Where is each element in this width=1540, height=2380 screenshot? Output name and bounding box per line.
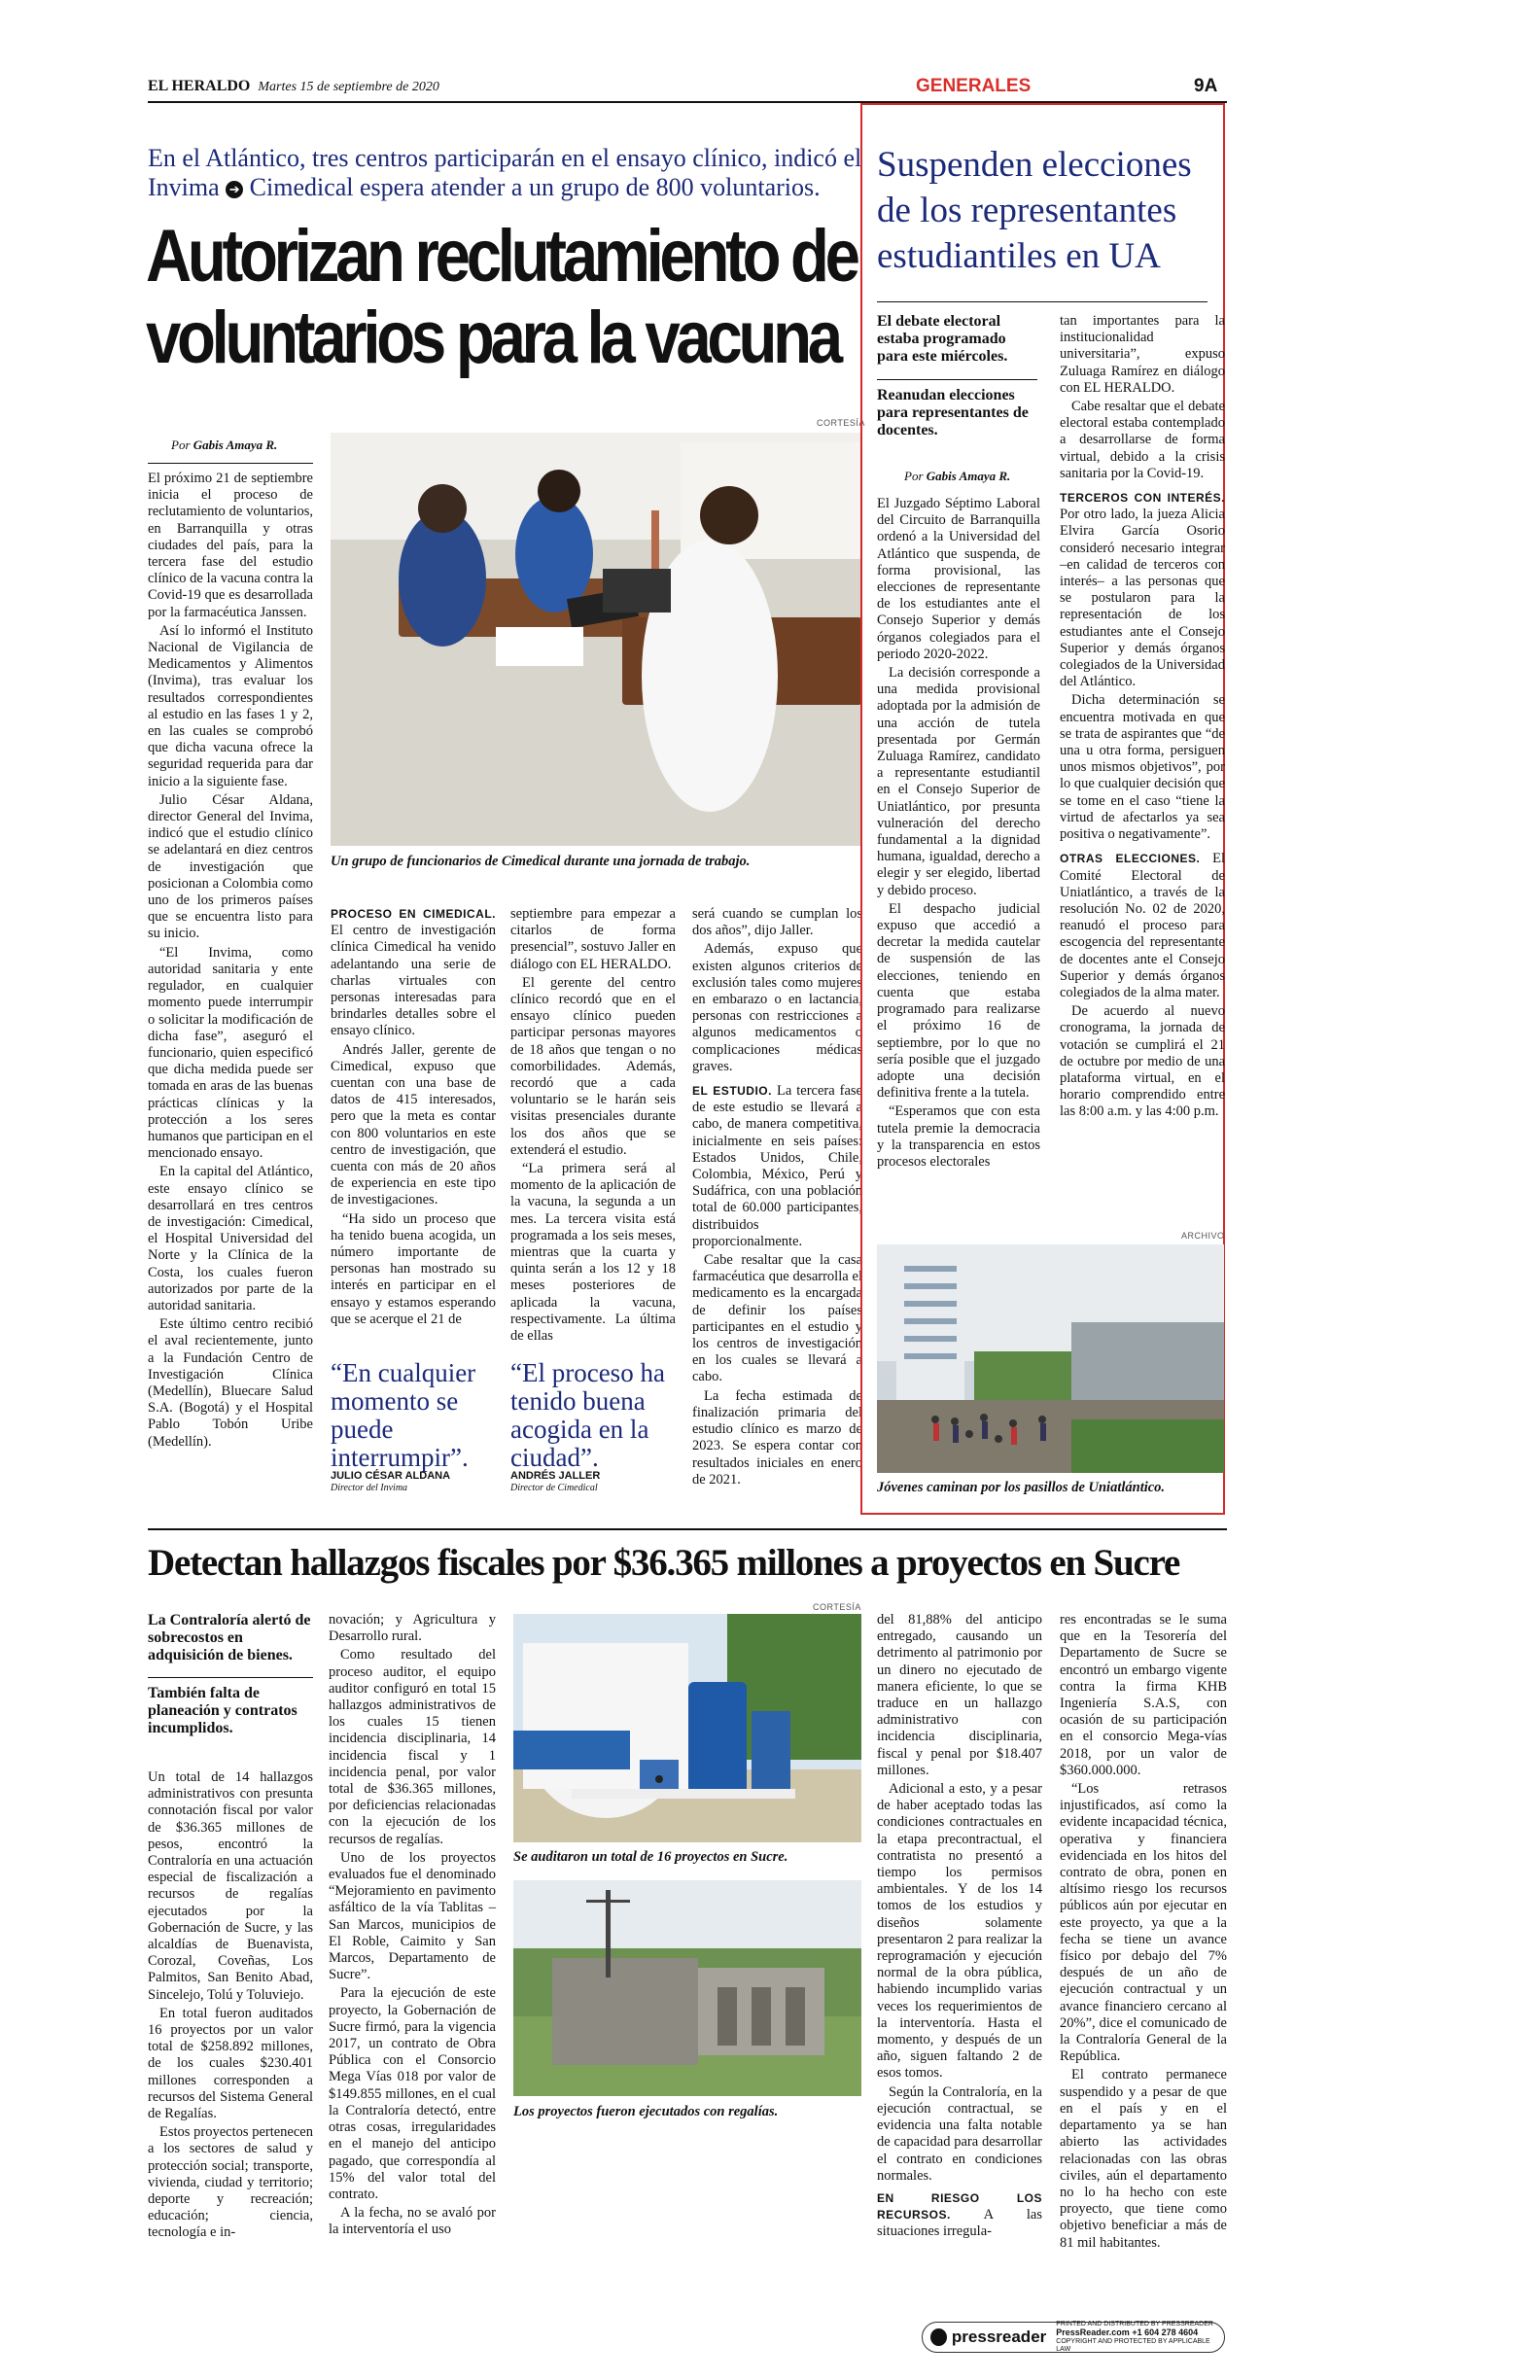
lead-in-terceros: TERCEROS CON INTERÉS. [1060,491,1225,506]
paragraph: Como resultado del proceso auditor, el equipo auditor configuró en total 15 hallazgos administrativos de los cuales 15 tienen incidencia disciplinaria, 14 incidencia fiscal y 1 incidencia penal, por valor total de $36.365 millones, por deficiencias relacionadas con la ejecución de los recursos de regalías. [329,1647,496,1847]
bottom-photo-1 [513,1614,861,1842]
bottom-photo-caption-1: Se auditaron un total de 16 proyectos en Sucre. [513,1849,788,1865]
paragraph: Este último centro recibió el aval recientemente, junto a la Fundación Centro de Investigación Clínica (Medellín), Bluecare Salud S.A. (Bogotá) y el Hospital Pablo Tobón Uribe (Medellín). [148,1316,313,1450]
side-col-a [877,496,1040,1225]
pull-quote-jaller: “El proceso ha tenido buena acogida en la ciudad”. [510,1358,665,1472]
paragraph-text: El centro de investigación clínica Cimedical ha venido adelantando una serie de charlas virtuales con personas interesadas para brindarles detalles sobre el ensayo clínico. [331,923,496,1039]
paragraph: “El Invima, como autoridad sanitaria y ente regulador, en cualquier momento puede interrumpir o solicitar la modificación de dicha fase”, aseguró el funcionario, quien especificó que dicha medida puede ser tomada en aras de las buenas prácticas clínicas y la protección a los seres humanos que participan en el mencionado ensayo. [148,944,313,1162]
paragraph: Para la ejecución de este proyecto, la Gobernación de Sucre firmó, para la vigencia 2017, un contrato de Obra Pública con el Consorcio Mega Vías 018 por valor de $149.855 millones, en el cual la Contraloría detectó, entre otras cosas, irregularidades en el manejo del anticipo pagado, que correspondía al 15% del valor total del contrato. [329,1985,496,2202]
bottom-top-rule [148,1528,1227,1530]
masthead [148,78,1227,99]
main-headline: Autorizan reclutamiento de voluntarios para la vacuna [146,215,857,379]
arrow-icon: ➔ [226,181,243,198]
pull-quote-aldana: “En cualquier momento se puede interrumpir”. [331,1358,476,1472]
paragraph-text: A las situaciones irregula- [877,2207,1043,2240]
paragraph: Así lo informó el Instituto Nacional de Vigilancia de Medicamentos y Alimentos (Invima), tras evaluar los resultados correspondientes al estudio en las fases 1 y 2, en las cuales se comprobó que dicha vacuna ofrece la seguridad requerida para dar inicio a la siguiente fase. [148,622,313,789]
pressreader-legal: PRINTED AND DISTRIBUTED BY PRESSREADER PressReader.com +1 604 278 4604 COPYRIGHT AND PROTECTED BY APPLICABLE LAW [1056,2321,1213,2353]
paragraph: La decisión corresponde a una medida provisional adoptada por la admisión de una acción de tutela presentada por Germán Zuluaga Ramírez, candidato a representante estudiantil en el Consejo Superior de Uniatlántico, por presunta vulneración del derecho fundamental a la dignidad humana, igualdad, derecho a elegir y ser elegido, libertad y debido proceso. [877,665,1040,898]
bottom-photo-2 [513,1880,861,2096]
side-summary-2: Reanudan elecciones para representantes de docentes. [877,387,1029,438]
main-col-1 [148,471,313,1501]
paragraph: Julio César Aldana, director General del Invima, indicó que el estudio clínico se adelantará en diez centros de investigación que posicionan a Colombia como uno de los primeros países que se encuentra listo para su inicio. [148,791,313,942]
paragraph: “Los retrasos injustificados, así como la evidente incapacidad técnica, operativa y financiera evidenciada en los hitos del contrato de obra, ponen en altísimo riesgo los recursos públicos aún por ejecutar en este proyecto, ya que a la fecha se tiene un avance físico por debajo del 7% después de un año de ejecución contractual y un avance financiero cercano al 20%”, dice el comunicado de la Contraloría General de la República. [1060,1781,1227,2065]
paragraph: “La primera será al momento de la aplicación de la vacuna, la segunda a un mes. La tercera visita está programada a los seis meses, mientras que la cuarta y quinta serán a los 12 y 18 meses posteriores de aplicada la vacuna, respectivamente. La última de ellas [510,1161,676,1345]
main-photo-caption: Un grupo de funcionarios de Cimedical durante una jornada de trabajo. [331,854,751,869]
paragraph: El Juzgado Séptimo Laboral del Circuito de Barranquilla ordenó a la Universidad del Atlántico que suspenda, de forma provisional, las elecciones de representante de los estudiantes ante el Consejo Superior y demás órganos colegiados para el periodo 2020-2022. [877,496,1040,662]
bottom-summary-1: La Contraloría alertó de sobrecostos en adquisición de bienes. [148,1612,311,1663]
side-col-b [1060,313,1225,1225]
paragraph-text: La tercera fase de este estudio se llevará a cabo, de manera competitiva, inicialmente en seis países: Estados Unidos, Chile, Colombia, México, Perú y Sudáfrica, con una población total de 60.000 participantes, distribuidos proporcionalmente. [692,1083,862,1249]
paragraph: Un total de 14 hallazgos administrativos con presunta connotación fiscal por valor de $36.365 millones de pesos, encontró la Contraloría en una actuación especial de fiscalización a recursos de regalías ejecutados por la Gobernación de Sucre, y las alcaldías de Buenavista, Corozal, Coveñas, Los Palmitos, San Benito Abad, Sincelejo, Tolú y Toluviejo. [148,1769,313,2003]
bottom-col-2 [329,1612,496,2306]
paragraph: Andrés Jaller, gerente de Cimedical, expuso que cuentan con una base de datos de 415 interesados, pero que la meta es contar con 800 voluntarios en este centro de investigación, que cuenta con más de 20 años de experiencia en este tipo de investigaciones. [331,1041,496,1208]
paper-name: EL HERALDO [148,78,251,94]
main-byline: Por Gabis Amaya R. [171,438,278,452]
quote-name-aldana: JULIO CÉSAR ALDANA [331,1470,451,1482]
paragraph: El próximo 21 de septiembre inicia el proceso de reclutamiento de voluntarios, en Barranquilla y otras ciudades del país, para la tercera fase del estudio clínico de la vacuna contra la Covid-19 que es desarrollada por la farmacéutica Janssen. [148,471,313,620]
paragraph: El despacho judicial expuso que accedió a decretar la medida cautelar de suspensión de las elecciones, teniendo en cuenta que estaba programado para realizarse el próximo 16 de septiembre, por lo que no sería posible que el juzgado adopte una decisión definitiva frente a la tutela. [877,900,1040,1102]
main-col-4 [692,906,862,1501]
quote-role-aldana: Director del Invima [331,1483,408,1493]
paragraph: novación; y Agricultura y Desarrollo rural. [329,1612,496,1645]
bottom-col-4 [1060,1612,1227,2306]
pressreader-brand: pressreader [951,2328,1047,2346]
paragraph: Dicha determinación se encuentra motivada en que se trata de aspirantes que “de una u otra forma, persiguen unos mismos objetivos”, por lo que cualquier decisión que se tome en el caso “tiene la virtud de afectarlos ya sea positiva o negativamente”. [1060,692,1225,843]
paragraph: “Esperamos que con esta tutela premie la democracia y la transparencia en estos procesos electorales [877,1103,1040,1170]
side-photo [877,1244,1224,1473]
paragraph: En total fueron auditados 16 proyectos por un valor total de $258.892 millones, de los cuales $230.401 millones corresponden a recursos del Sistema General de Regalías. [148,2005,313,2122]
byline-rule [148,463,313,464]
paragraph: tan importantes para la institucionalidad universitaria”, expuso Zuluaga Ramírez en diálogo con EL HERALDO. [1060,313,1225,396]
paragraph: Uno de los proyectos evaluados fue el denominado “Mejoramiento en pavimento asfáltico de la vía Tablitas – San Marcos, municipios de El Roble, Caimito y San Marcos, Departamento de Sucre”. [329,1849,496,1983]
paragraph: septiembre para empezar a citarlos de forma presencial”, sostuvo Jaller en diálogo con EL HERALDO. [510,906,676,972]
paragraph-text: El Comité Electoral de Uniatlántico, a través de la resolución No. 02 de 2020, reanudó el proceso para escogencia del representante de docentes ante el Consejo Superior y demás órganos colegiados de la alma mater. [1060,851,1225,1000]
side-summary-rule [877,379,1037,380]
bottom-photo-credit: CORTESÍA [813,1602,861,1612]
paragraph-text: Por otro lado, la jueza Alicia Elvira García Osorio consideró necesario integrar –en calidad de terceros con interés– a las personas que se postularon para la representación de los estudiantes ante el Consejo Superior y demás órganos colegiados de la Universidad del Atlántico. [1060,507,1225,690]
main-kicker: En el Atlántico, tres centros participarán en el ensayo clínico, indicó el Invima ➔ Cimedical espera atender a un grupo de 800 voluntarios. [148,144,862,201]
paragraph: Estos proyectos pertenecen a los sectores de salud y protección social; transporte, vivienda, ciudad y territorio; deporte y recreación; educación; ciencia, tecnología e in- [148,2124,313,2241]
side-summary-1: El debate electoral estaba programado para este miércoles. [877,313,1008,365]
issue-date: Martes 15 de septiembre de 2020 [258,80,439,94]
paragraph: res encontradas se le suma que en la Tesorería del Departamento de Sucre se encontró un embargo vigente contra la firma KHB Ingeniería S.A.S, con ocasión de su participación en el consorcio Mega-vías 2018, por un valor de $360.000.000. [1060,1612,1227,1778]
paragraph: El contrato permanece suspendido y a pesar de que en el país y en el departamento ya se han abierto las actividades relacionadas con las obras civiles, aún el departamento no lo ha hecho con este proyecto, que tiene como objetivo beneficiar a más de 81 mil habitantes. [1060,2067,1227,2251]
paragraph: Además, expuso que existen algunos criterios de exclusión tales como mujeres en embarazo o en lactancia, personas con restricciones a algunos medicamentos o complicaciones médicas graves. [692,941,862,1074]
side-byline: Por Gabis Amaya R. [904,469,1011,483]
paragraph: Cabe resaltar que la casa farmacéutica que desarrolla el medicamento es la encargada de definir los países participantes en el estudio y los centros de investigación en los cuales se llevará a cabo. [692,1252,862,1385]
lead-in-otras: OTRAS ELECCIONES. [1060,852,1201,866]
main-col-3 [510,906,676,1345]
paragraph: Adicional a esto, y a pesar de haber aceptado todas las condiciones contractuales en la etapa precontractual, el contratista no presentó a tiempo los permisos ambientales. Y de los 14 tomos de los estudios y diseños solamente presentaron 2 para realizar la reprogramación y ejecución normal de la obra pública, habiendo incumplido varias veces los requerimientos de la interventoría. Hasta el momento, y después de un año, siguen faltando 2 de esos tomos. [877,1781,1042,2082]
bottom-photo-caption-2: Los proyectos fueron ejecutados con regalías. [513,2104,779,2119]
main-photo-credit: CORTESÍA [817,418,865,428]
paragraph: En la capital del Atlántico, este ensayo clínico se desarrollará en tres centros de investigación: Cimedical, el Hospital Universidad del Norte y la Clínica de la Costa, los cuales fueron autorizados por parte de la autoridad sanitaria. [148,1164,313,1313]
paragraph: será cuando se cumplan los dos años”, dijo Jaller. [692,906,862,939]
side-photo-credit: ARCHIVO [1181,1231,1225,1241]
lead-in-proceso: PROCESO EN CIMEDICAL. [331,907,496,921]
quote-name-jaller: ANDRÉS JALLER [510,1470,601,1482]
side-headline: Suspenden elecciones de los representantes estudiantiles en UA [877,145,1192,276]
bottom-col-3 [877,1612,1042,2306]
paragraph: La fecha estimada de finalización primaria del estudio clínico es marzo de 2023. Se espera contar con resultados iniciales en enero de 2021. [692,1387,862,1488]
bottom-headline: Detectan hallazgos fiscales por $36.365 millones a proyectos en Sucre [148,1542,1180,1584]
paragraph: De acuerdo al nuevo cronograma, la jornada de votación se cumplirá el 21 de octubre por medio de una plataforma virtual, en el horario comprendido entre las 8:00 a.m. y las 4:00 p.m. [1060,1003,1225,1120]
bottom-summary-rule [148,1677,313,1678]
pressreader-badge [922,2322,1225,2353]
paragraph: Según la Contraloría, en la ejecución contractual, se evidencia una falta notable de capacidad para desarrollar el contrato en condiciones normales. [877,2083,1042,2184]
page-number: 9A [1194,76,1218,96]
side-rule [877,301,1208,302]
lead-in-estudio: EL ESTUDIO. [692,1084,772,1099]
paragraph: Cabe resaltar que el debate electoral estaba contemplado a desarrollarse de forma virtual, debido a la crisis sanitaria por la Covid-19. [1060,399,1225,481]
section-label: GENERALES [916,76,1032,96]
bottom-col-1 [148,1769,313,2306]
paragraph: del 81,88% del anticipo entregado, causando un detrimento al patrimonio por un dinero no ejecutado de manera eficiente, lo que se traduce en un hallazgo administrativo con incidencia disciplinaria, fiscal y penal por $18.407 millones. [877,1612,1042,1778]
paragraph: El gerente del centro clínico recordó que en el ensayo clínico pueden participar personas mayores de 18 años que tengan o no comorbilidades. Además, recordó que a cada voluntario se le harán seis visitas presenciales durante los dos años que se extenderá el estudio. [510,974,676,1158]
bottom-summary-2: También falta de planeación y contratos incumplidos. [148,1685,298,1736]
quote-role-jaller: Director de Cimedical [510,1483,598,1493]
lead-in-riesgo: EN RIESGO LOS RECURSOS. [877,2190,1042,2222]
main-photo [331,433,862,846]
paragraph: “Ha sido un proceso que ha tenido buena acogida, un número importante de personas han mostrado su interés en participar en el ensayo y estamos esperando que se acerque el 21 de [331,1210,496,1327]
paragraph: A la fecha, no se avaló por la interventoría el uso [329,2205,496,2238]
main-col-2 [331,906,496,1334]
pressreader-logo-icon [930,2328,947,2346]
side-photo-caption: Jóvenes caminan por los pasillos de Uniatlántico. [877,1480,1166,1495]
